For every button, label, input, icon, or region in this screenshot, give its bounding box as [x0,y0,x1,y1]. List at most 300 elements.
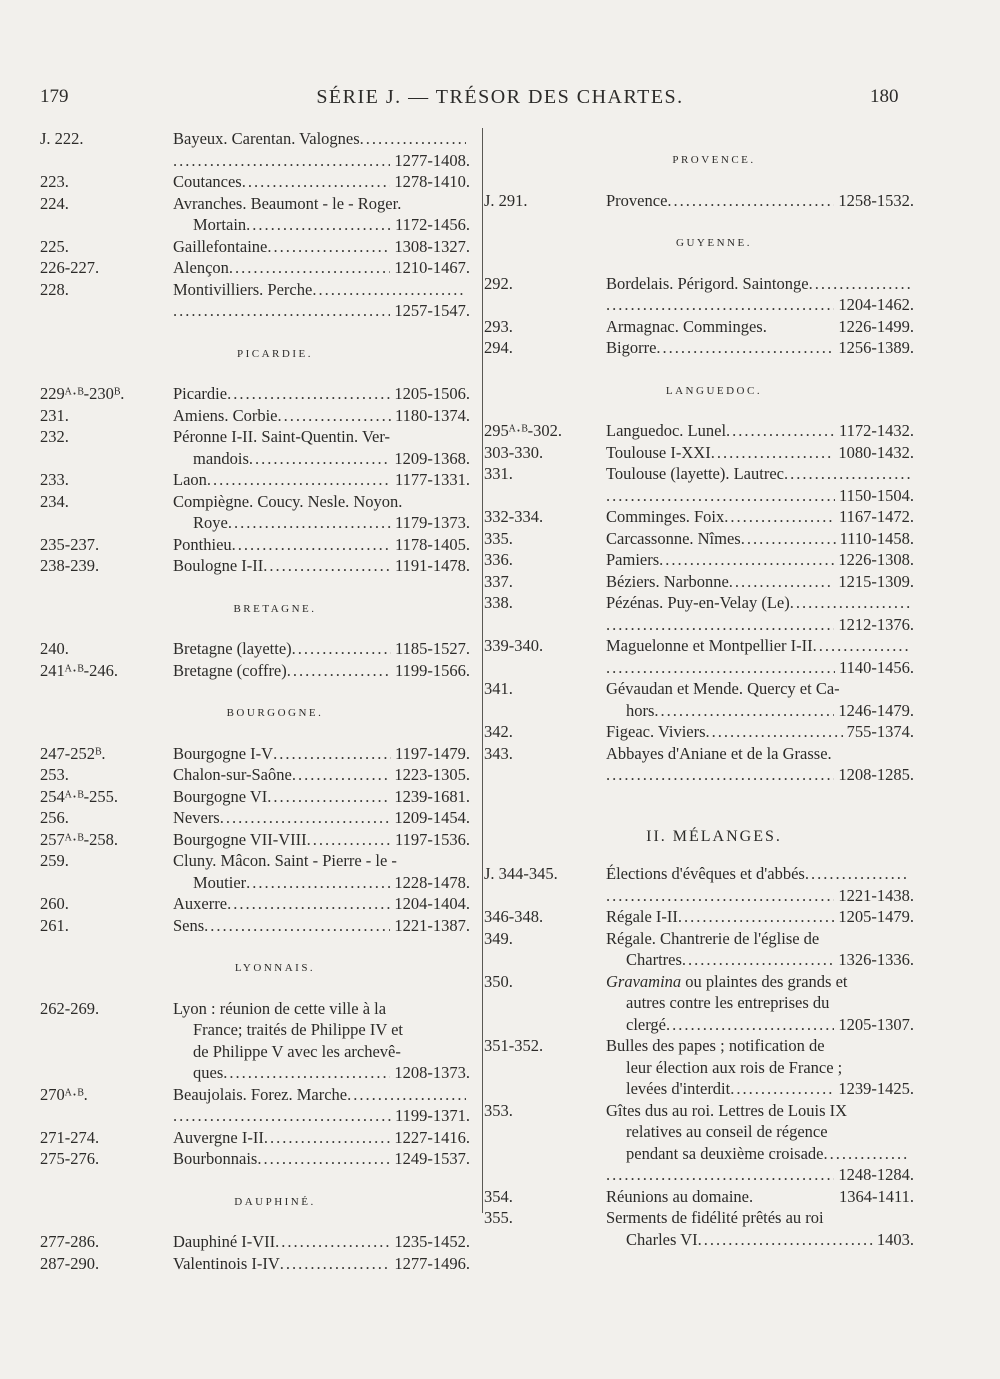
entry-text: Beaujolais. Forez. Marche [173,1084,348,1104]
index-entry [40,829,470,851]
entry-text: clergé [626,1014,667,1034]
section-heading: LYONNAIS. [234,962,316,974]
entry-text: Bulles des papes ; notification de [606,1036,825,1055]
entry-line [173,764,470,786]
entry-text: Laon [173,470,207,489]
leader-dots [223,1062,390,1084]
entry-text: Sens [173,915,205,935]
index-entry [40,764,470,786]
carton-reference: 336. [484,550,513,569]
carton-reference: 233. [40,470,69,489]
entry-line [173,1148,470,1170]
index-entry [484,1035,914,1100]
leader-dots [267,236,390,258]
section-heading: LANGUEDOC. [665,384,763,397]
entry-text: Bordelais. Périgord. Saintonge [606,273,809,293]
date-range: 755-1374. [846,722,914,741]
entry-line [173,128,470,150]
carton-reference: 225. [40,236,69,256]
entry-text: Moutier [193,872,247,892]
carton-reference: 259. [40,851,69,870]
entry-line [606,463,914,485]
entry-line [606,1186,914,1208]
entry-text: Élections d'évêques et d'abbés [606,864,805,883]
section-heading: DAUPHINÉ. [234,1195,316,1208]
entry-line [606,678,914,700]
carton-reference: 231. [40,405,69,425]
leader-dots [173,150,390,172]
date-range: 1185-1527. [394,639,470,658]
entry-line [606,1207,914,1229]
leader-dots [292,638,391,660]
leader-dots [228,512,391,534]
index-entry [484,1186,914,1208]
entry-line [173,872,470,894]
carton-reference: 234. [40,491,69,511]
entry-line [173,807,470,829]
date-range: 1080-1432. [838,442,914,462]
entry-text: Charles VI [626,1229,698,1249]
date-range: 1179-1373. [394,513,470,532]
carton-reference: 277-286. [40,1232,100,1251]
entry-line [173,448,470,470]
date-range: 1239-1681. [394,786,470,806]
carton-reference: 253. [40,765,69,784]
leader-dots [312,279,466,301]
index-entry [40,743,470,765]
date-range: 1178-1405. [394,534,470,554]
entry-line [173,638,470,660]
leader-dots [173,1105,391,1127]
index-entry [40,998,470,1084]
index-entry [40,893,470,915]
entry-line [173,660,470,682]
date-range: 1209-1454. [394,808,470,827]
carton-reference: 223. [40,172,69,191]
entry-line [606,337,914,359]
leader-dots [347,1084,466,1106]
entry-line [173,214,470,236]
index-entry [40,915,470,937]
entry-text: mandois [193,448,249,468]
date-range: 1248-1284. [838,1165,914,1184]
carton-reference: 355. [484,1208,513,1227]
index-entry [484,442,914,464]
entry-line [606,1014,914,1036]
entry-line [173,1127,470,1149]
carton-reference: 350. [484,971,513,991]
leader-dots [275,1231,390,1253]
part-heading: II. MÉLANGES. [646,827,782,845]
carton-reference: 238-239. [40,556,100,575]
entry-text: Roye [193,513,228,532]
leader-dots [292,764,391,786]
entry-line [173,893,470,915]
leader-dots [724,506,835,528]
date-range: 1172-1456. [394,215,470,234]
leader-dots [280,1253,391,1275]
carton-reference: 241ᴬ·ᴮ-246. [40,660,118,680]
leader-dots [698,1229,873,1251]
entry-text: Armagnac. Comminges. [606,316,767,336]
entry-line [606,1121,914,1143]
column-divider [482,128,483,1213]
date-range: 1364-1411. [838,1186,914,1206]
index-entry [40,426,470,469]
entry-line [606,928,914,950]
index-entry [40,1084,470,1127]
entry-text: Bourbonnais [173,1149,258,1168]
carton-reference: 349. [484,928,513,948]
entry-text: Avranches. Beaumont - le - Roger. [173,193,402,213]
date-range: 1205-1307. [838,1014,914,1034]
leader-dots [227,893,390,915]
entry-line [173,1084,470,1106]
carton-reference: 228. [40,279,69,299]
entry-line [173,491,470,513]
entry-line [606,992,914,1014]
leader-dots [606,1164,834,1186]
carton-reference: 254ᴬ·ᴮ-255. [40,786,118,806]
entry-line [173,193,470,215]
section-heading: BOURGOGNE. [226,707,324,719]
carton-reference: 339-340. [484,636,544,655]
entry-text: ques [193,1063,224,1082]
carton-reference: 287-290. [40,1253,100,1273]
entry-line [173,257,470,279]
entry-line [173,829,470,851]
carton-reference: 351-352. [484,1036,544,1055]
index-entry [484,971,914,1036]
leader-dots [249,448,390,470]
entry-line [606,592,914,614]
carton-reference: 338. [484,593,513,612]
entry-line [606,190,914,212]
index-entry [484,190,914,212]
entry-text: Auxerre [173,894,228,913]
entry-line [173,555,470,577]
entry-line [606,971,914,993]
index-entry [40,257,470,279]
index-entry [40,807,470,829]
entry-line [606,614,914,636]
leader-dots [257,1148,390,1170]
entry-text: Abbayes d'Aniane et de la Grasse. [606,743,832,763]
entry-text: Pézénas. Puy-en-Velay (Le) [606,593,790,612]
page-number-right: 180 [870,86,899,107]
carton-reference: 257ᴬ·ᴮ-258. [40,829,118,849]
leader-dots [730,1078,834,1100]
leader-dots [823,1143,910,1165]
entry-text: Chartres [626,950,682,969]
date-range: 1226-1308. [838,550,914,569]
entry-text: Nevers [173,808,220,827]
carton-reference: 275-276. [40,1149,100,1168]
entry-line [606,316,914,338]
date-range: 1277-1496. [394,1253,470,1273]
leader-dots [287,660,391,682]
date-range: 1208-1373. [394,1063,470,1082]
index-entry [484,549,914,571]
leader-dots [654,700,834,722]
entry-text: Gravamina ou plaintes des grands et [606,971,848,991]
carton-reference: 335. [484,528,513,548]
leader-dots [242,171,391,193]
leader-dots [220,807,391,829]
index-entry [484,721,914,743]
date-range: 1403. [876,1229,914,1249]
date-range: 1191-1478. [394,556,470,575]
entry-text: Péronne I-II. Saint-Quentin. Ver- [173,427,391,446]
date-range: 1223-1305. [394,765,470,784]
entry-text: Maguelonne et Montpellier I-II [606,636,813,655]
carton-reference: 342. [484,722,513,741]
carton-reference: 293. [484,316,513,336]
leader-dots [666,1014,834,1036]
index-entry [40,193,470,236]
section-heading: BRETAGNE. [233,602,317,615]
entry-text: Pamiers [606,550,660,569]
entry-line [173,300,470,322]
date-range: 1204-1462. [838,295,914,314]
entry-text: Provence [606,190,668,210]
index-entry [484,906,914,928]
entry-line [173,469,470,491]
leader-dots [678,906,834,928]
index-entry [484,316,914,338]
index-entry [40,128,470,171]
entry-text: Bourgogne I-V [173,743,274,763]
leader-dots [729,571,835,593]
entry-line [606,906,914,928]
leader-dots [360,128,466,150]
index-entry [484,678,914,721]
index-entry [40,1148,470,1170]
entry-line [606,635,914,657]
leader-dots [227,383,390,405]
date-range: 1205-1506. [394,384,470,403]
date-range: 1221-1387. [394,915,470,935]
date-range: 1150-1504. [838,485,914,505]
date-range: 1227-1416. [394,1127,470,1147]
entry-text: Gévaudan et Mende. Quercy et Ca- [606,679,840,698]
entry-text: Bourgogne VI [173,786,268,806]
date-range: 1277-1408. [394,150,470,170]
leader-dots [659,549,834,571]
date-range: 1199-1371. [394,1106,470,1125]
leader-dots [606,657,835,679]
leader-dots [813,635,910,657]
carton-reference: 260. [40,894,69,913]
entry-line [173,1062,470,1084]
date-range: 1140-1456. [838,657,914,677]
carton-reference: 292. [484,273,513,293]
entry-line [173,171,470,193]
entry-text: Picardie [173,384,228,403]
leader-dots [264,1127,391,1149]
right-column [484,128,914,1250]
entry-line [606,1057,914,1079]
entry-line [606,1100,914,1122]
entry-text: Toulouse I-XXI [606,442,711,462]
date-range: 1110-1458. [839,528,914,548]
date-range: 1197-1479. [394,743,470,763]
leader-dots [656,337,834,359]
entry-text: Bretagne (coffre) [173,660,287,680]
carton-reference: 353. [484,1100,513,1120]
leader-dots [606,764,834,786]
index-entry [40,786,470,808]
carton-reference: 235-237. [40,534,100,554]
date-range: 1249-1537. [394,1149,470,1168]
carton-reference: 261. [40,915,69,935]
section-heading: PICARDIE. [237,347,313,360]
entry-line [173,236,470,258]
leader-dots [726,420,835,442]
carton-reference: J. 344-345. [484,864,558,883]
entry-text: Figeac. Viviers [606,722,706,741]
entry-text: Bayeux. Carentan. Valognes [173,129,360,148]
entry-line [173,426,470,448]
carton-reference: 341. [484,679,513,698]
entry-line [173,1041,470,1063]
entry-line [606,949,914,971]
date-range: 1204-1404. [394,894,470,913]
date-range: 1246-1479. [838,700,914,720]
section-heading: PROVENCE. [672,154,756,166]
index-entry [40,279,470,322]
date-range: 1278-1410. [394,172,470,191]
carton-reference: 331. [484,464,513,483]
entry-line [606,1229,914,1251]
index-entry [40,383,470,405]
index-entry [484,743,914,786]
entry-text: Bourgogne VII-VIII [173,829,307,849]
entry-line [173,512,470,534]
entry-text: Montivilliers. Perche [173,279,313,299]
index-entry [40,491,470,534]
date-range: 1172-1432. [838,421,914,440]
carton-reference: 240. [40,639,69,658]
date-range: 1210-1467. [394,258,470,277]
entry-line [606,743,914,765]
leader-dots [263,555,391,577]
entry-line [606,420,914,442]
entry-text: Toulouse (layette). Lautrec [606,464,784,483]
index-entry [40,850,470,893]
entry-line [606,863,914,885]
leader-dots [204,915,390,937]
index-entry [40,638,470,660]
entry-line [173,998,470,1020]
leader-dots [809,273,910,295]
entry-line [173,786,470,808]
index-entry [40,171,470,193]
entry-text: Bretagne (layette) [173,639,292,658]
leader-dots [606,294,834,316]
leader-dots [229,257,390,279]
entry-line [606,549,914,571]
entry-text: leur élection aux rois de France ; [626,1057,843,1077]
index-entry [40,469,470,491]
carton-reference: J. 222. [40,129,84,148]
date-range: 1177-1331. [394,470,470,489]
entry-text: autres contre les entreprises du [626,993,830,1012]
date-range: 1239-1425. [838,1079,914,1098]
index-entry [484,420,914,442]
carton-reference: 295ᴬ·ᴮ-302. [484,421,562,440]
index-entry [484,337,914,359]
page-number-left: 179 [40,86,69,107]
index-entry [484,1207,914,1250]
entry-text: Cluny. Mâcon. Saint - Pierre - le - [173,851,397,870]
carton-reference: 332-334. [484,507,544,526]
entry-line [606,721,914,743]
entry-text: Coutances [173,172,242,191]
index-entry [484,528,914,550]
index-entry [40,555,470,577]
entry-text: Lyon : réunion de cette ville à la [173,998,387,1018]
entry-text: Compiègne. Coucy. Nesle. Noyon. [173,491,403,511]
entry-text: Réunions au domaine. [606,1186,754,1206]
date-range: 1326-1336. [838,950,914,969]
leader-dots [706,721,843,743]
leader-dots [606,885,834,907]
date-range: 1199-1566. [394,660,470,680]
entry-line [606,506,914,528]
leader-dots [246,214,391,236]
date-range: 1258-1532. [838,190,914,210]
carton-reference: 343. [484,743,513,763]
entry-text: Carcassonne. Nîmes [606,528,741,548]
entry-line [173,1019,470,1041]
entry-text: Régale I-II [606,907,678,926]
entry-line [173,1231,470,1253]
entry-line [173,1105,470,1127]
entry-text: Alençon [173,258,229,277]
entry-text: Serments de fidélité prêtés au roi [606,1208,824,1227]
leader-dots [711,442,835,464]
carton-reference: J. 291. [484,190,528,210]
index-entry [40,236,470,258]
entry-text: Languedoc. Lunel [606,421,727,440]
entry-line [173,850,470,872]
leader-dots [307,829,391,851]
carton-reference: 226-227. [40,258,100,277]
index-entry [40,1231,470,1253]
index-entry [484,928,914,971]
carton-reference: 354. [484,1186,513,1206]
entry-text: relatives au conseil de régence [626,1122,828,1141]
index-entry [484,506,914,528]
index-entry [40,660,470,682]
entry-line [606,885,914,907]
carton-reference: 270ᴬ·ᴮ. [40,1084,88,1104]
carton-reference: 271-274. [40,1127,100,1147]
date-range: 1180-1374. [394,405,470,425]
entry-line [606,700,914,722]
index-entry [484,592,914,635]
entry-text: Comminges. Foix [606,507,725,526]
leader-dots [741,528,836,550]
entry-line [173,743,470,765]
carton-reference: 294. [484,338,513,357]
entry-text: pendant sa deuxième croisade [626,1143,824,1163]
entry-text: Amiens. Corbie [173,405,278,425]
leader-dots [246,872,390,894]
leader-dots [232,534,391,556]
leader-dots [278,405,391,427]
